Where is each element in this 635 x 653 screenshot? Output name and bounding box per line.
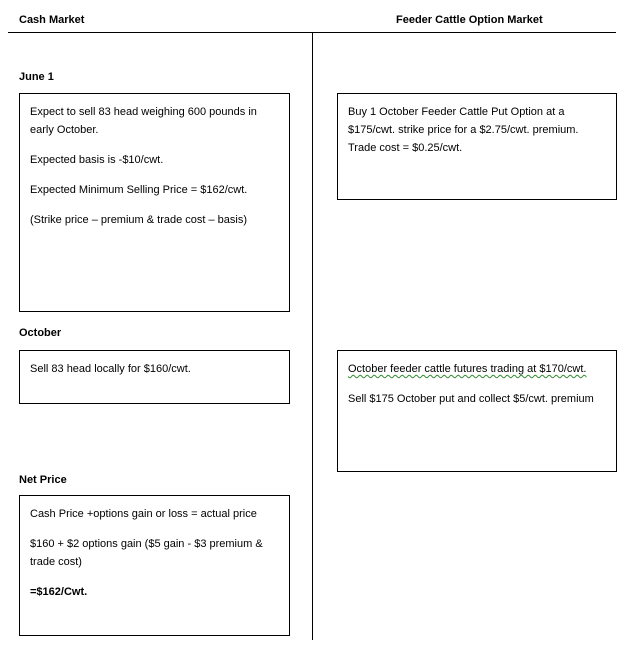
option-october-box (337, 350, 617, 472)
cash-market-header: Cash Market (19, 14, 85, 26)
october-section-label: October (19, 327, 62, 339)
cash-october-text: Sell 83 head locally for $160/cwt. (30, 363, 191, 375)
option-june-box (337, 93, 617, 200)
net-price-line-2: $160 + $2 options gain ($5 gain - $3 premium & trade cost) (30, 538, 263, 568)
option-june-text: Buy 1 October Feeder Cattle Put Option at a $175/cwt. strike price for a $2.75/cwt. premium. Trade cost = $0.25/cwt. (348, 106, 579, 154)
net-price-result: =$162/Cwt. (30, 586, 88, 598)
net-price-section-label: Net Price (19, 474, 67, 486)
cash-october-box (19, 350, 290, 404)
cash-june-box (19, 93, 290, 312)
option-october-line-2: Sell $175 October put and collect $5/cwt. premium (348, 393, 594, 405)
cash-june-line-4: (Strike price – premium & trade cost – basis) (30, 214, 248, 226)
cash-june-line-3: Expected Minimum Selling Price = $162/cwt. (30, 184, 248, 196)
cash-june-line-1: Expect to sell 83 head weighing 600 pounds in early October. (30, 106, 257, 136)
option-market-header: Feeder Cattle Option Market (396, 14, 543, 26)
option-october-line-1: October feeder cattle futures trading at $170/cwt. (348, 363, 587, 375)
column-divider (312, 32, 313, 640)
cash-june-line-2: Expected basis is -$10/cwt. (30, 154, 164, 166)
net-price-box (19, 495, 290, 636)
june-section-label: June 1 (19, 71, 54, 83)
net-price-line-1: Cash Price +options gain or loss = actual price (30, 508, 257, 520)
